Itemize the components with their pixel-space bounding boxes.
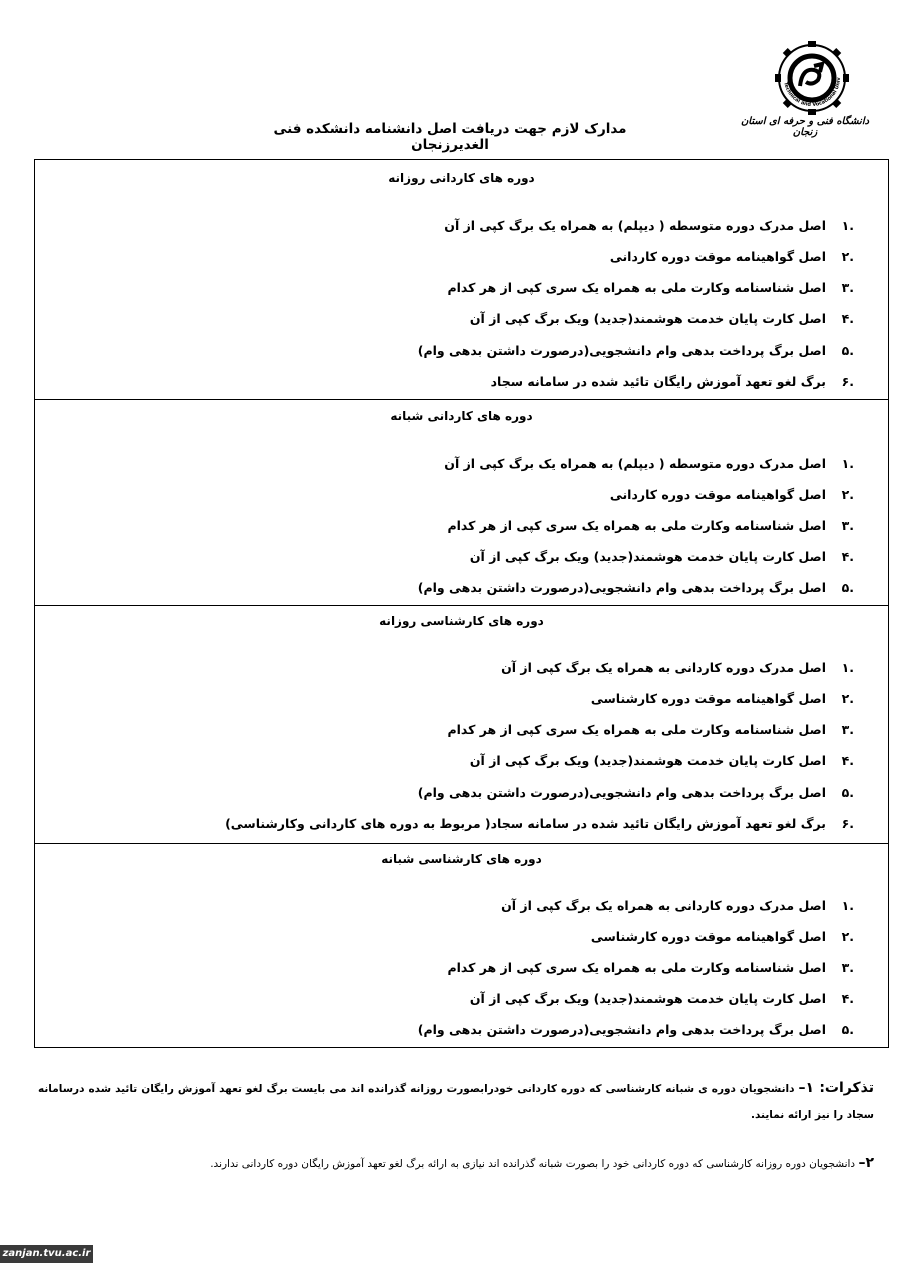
site-watermark[interactable]: zanjan.tvu.ac.ir [0, 1245, 93, 1263]
note-1-text: دانشجویان دوره ی شبانه کارشناسی که دوره کاردانی خودرابصورت روزانه گذرانده اند می بایست برگ لغو تعهد آموزش رایگان تائید شده درسامانه سجاد را نیز ارائه نمایند. [38, 1083, 874, 1121]
section-bachelor-evening [35, 844, 888, 1048]
section-title: دوره های کاردانی شبانه [390, 409, 533, 423]
requirements-table [34, 159, 889, 1048]
section-associate-evening [35, 400, 888, 606]
list-item: .۵اصل برگ پرداخت بدهی وام دانشجویی(درصورت داشتن بدهی وام) [417, 580, 854, 595]
list-item: .۵اصل برگ پرداخت بدهی وام دانشجویی(درصورت داشتن بدهی وام) [417, 343, 854, 358]
list-item: .۵اصل برگ پرداخت بدهی وام دانشجویی(درصورت داشتن بدهی وام) [417, 1022, 854, 1037]
list-item: .۶برگ لغو تعهد آموزش رایگان تائید شده در سامانه سجاد( مربوط به دوره های کاردانی وکارشناسی) [225, 816, 854, 831]
logo-caption: دانشگاه فنی و حرفه ای استان زنجان [740, 116, 870, 138]
list-item: .۵اصل برگ پرداخت بدهی وام دانشجویی(درصورت داشتن بدهی وام) [417, 785, 854, 800]
section-title: دوره های کارشناسی روزانه [379, 614, 544, 628]
section-title: دوره های کاردانی روزانه [388, 171, 535, 185]
list-item: .۱اصل مدرک دوره متوسطه ( دیپلم) به همراه یک برگ کپی از آن [444, 456, 854, 471]
list-item: .۶برگ لغو تعهد آموزش رایگان تائید شده در سامانه سجاد [490, 374, 854, 389]
list-item: .۳اصل شناسنامه وکارت ملی به همراه یک سری کپی از هر کدام [447, 722, 854, 737]
list-item: .۲اصل گواهینامه موقت دوره کارشناسی [590, 929, 854, 944]
note-2-label: ۲– [858, 1155, 874, 1171]
list-item: .۲اصل گواهینامه موقت دوره کاردانی [609, 487, 854, 502]
list-item: .۴اصل کارت پایان خدمت هوشمند(جدید) ویک برگ کپی از آن [469, 753, 854, 768]
list-item: .۱اصل مدرک دوره کاردانی به همراه یک برگ کپی از آن [501, 660, 854, 675]
list-item: .۳اصل شناسنامه وکارت ملی به همراه یک سری کپی از هر کدام [447, 518, 854, 533]
list-item: .۱اصل مدرک دوره متوسطه ( دیپلم) به همراه یک برگ کپی از آن [444, 218, 854, 233]
section-bachelor-day [35, 606, 888, 844]
list-item: .۴اصل کارت پایان خدمت هوشمند(جدید) ویک برگ کپی از آن [469, 311, 854, 326]
list-item: .۲اصل گواهینامه موقت دوره کارشناسی [590, 691, 854, 706]
list-item: .۱اصل مدرک دوره کاردانی به همراه یک برگ کپی از آن [501, 898, 854, 913]
note-2 [38, 1155, 874, 1171]
page-title: مدارک لازم جهت دریافت اصل دانشنامه دانشکده فنی الغدیرزنجان [273, 121, 627, 153]
notes-label: تذکرات: ۱– [798, 1080, 874, 1096]
logo-ring-text: Technical and Vocational Univ [782, 77, 843, 109]
list-item: .۲اصل گواهینامه موقت دوره کاردانی [609, 249, 854, 264]
note-2-text: دانشجویان دوره روزانه کارشناسی که دوره کاردانی خود را بصورت شبانه گذرانده اند نیازی به ارائه برگ لغو تعهد آموزش رایگان دوره کاردانی ندارند. [210, 1158, 856, 1170]
list-item: .۳اصل شناسنامه وکارت ملی به همراه یک سری کپی از هر کدام [447, 960, 854, 975]
section-title: دوره های کارشناسی شبانه [381, 852, 542, 866]
list-item: .۴اصل کارت پایان خدمت هوشمند(جدید) ویک برگ کپی از آن [469, 991, 854, 1006]
list-item: .۳اصل شناسنامه وکارت ملی به همراه یک سری کپی از هر کدام [447, 280, 854, 295]
list-item: .۴اصل کارت پایان خدمت هوشمند(جدید) ویک برگ کپی از آن [469, 549, 854, 564]
section-associate-day [35, 160, 888, 400]
note-1 [38, 1075, 874, 1128]
